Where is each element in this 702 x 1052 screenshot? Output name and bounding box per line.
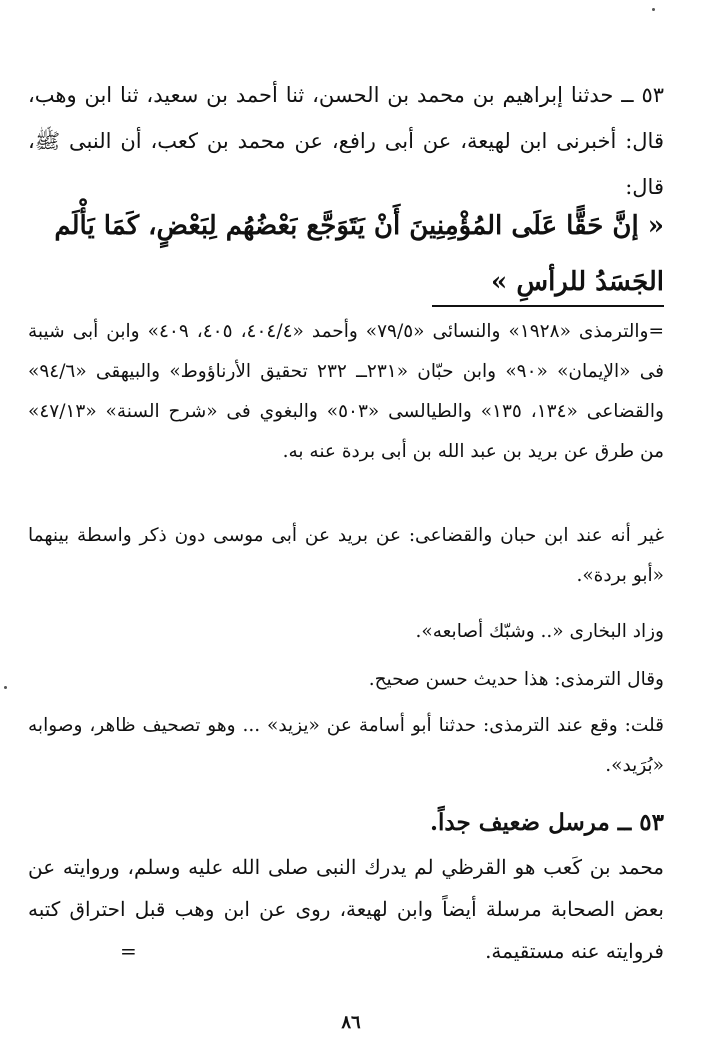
footnote-bukhari: وزاد البخارى «.. وشبّك أصابعه». — [415, 621, 664, 642]
footnote-qultu: قلت: وقع عند الترمذى: حدثنا أبو أسامة عن «يزيد» ... وهو تصحيف ظاهر، وصوابه «بُرَيد». — [28, 715, 664, 776]
footnote-references: =والترمذى «١٩٢٨» والنسائى «٧٩/٥» وأحمد «٤٠٤/٤، ٤٠٥، ٤٠٩» وابن أبى شيبة فى «الإيمان» «٩٠» وابن حبّان «٢٣١ــ ٢٣٢ تحقيق الأرناؤوط» والبيهقى «٩٤/٦» والقضاعى «١٣٤، ١٣٥» والطيالسى «٥٠٣» والبغوي فى «شرح السنة» «٤٧/١٣» من طرق عن بريد بن عبد الله بن أبى بردة عنه به. — [28, 321, 664, 462]
footnote-tirmidhi: وقال الترمذى: هذا حديث حسن صحيح. — [368, 669, 664, 690]
grade-heading: ٥٣ ــ مرسل ضعيف جداً. — [430, 809, 664, 836]
scan-speck — [4, 686, 7, 689]
footnote-divider — [432, 305, 664, 307]
grade-explanation: محمد بن كَعب هو القرظي لم يدرك النبى صلى الله عليه وسلم، وروايته عن بعض الصحابة مرسلة أيضاً وابن لهيعة، روى عن ابن وهب قبل احتراق كتبه فروايته عنه مستقيمة. — [28, 855, 664, 963]
scan-speck — [652, 8, 655, 11]
hadith-isnad: ٥٣ ــ حدثنا إبراهيم بن محمد بن الحسن، ثنا أحمد بن سعيد، ثنا ابن وهب، قال: أخبرنى ابن لهيعة، عن أبى رافع، عن محمد بن كعب، أن النبى ﷺ، قال: — [28, 83, 664, 199]
page-number: ٨٦ — [341, 1012, 361, 1033]
footnote-exception: غير أنه عند ابن حبان والقضاعى: عن بريد عن أبى موسى دون ذكر واسطة بينهما «أبو بردة». — [28, 525, 664, 586]
continuation-mark: = — [120, 939, 137, 963]
hadith-matn: « إنَّ حَقًّا عَلَى المُؤْمِنِينَ أَنْ يَتَوَجَّع بَعْضُهُم لِبَعْضٍ، كَمَا يَأْلَم الجَسَدُ للرأسِ » — [54, 211, 664, 297]
